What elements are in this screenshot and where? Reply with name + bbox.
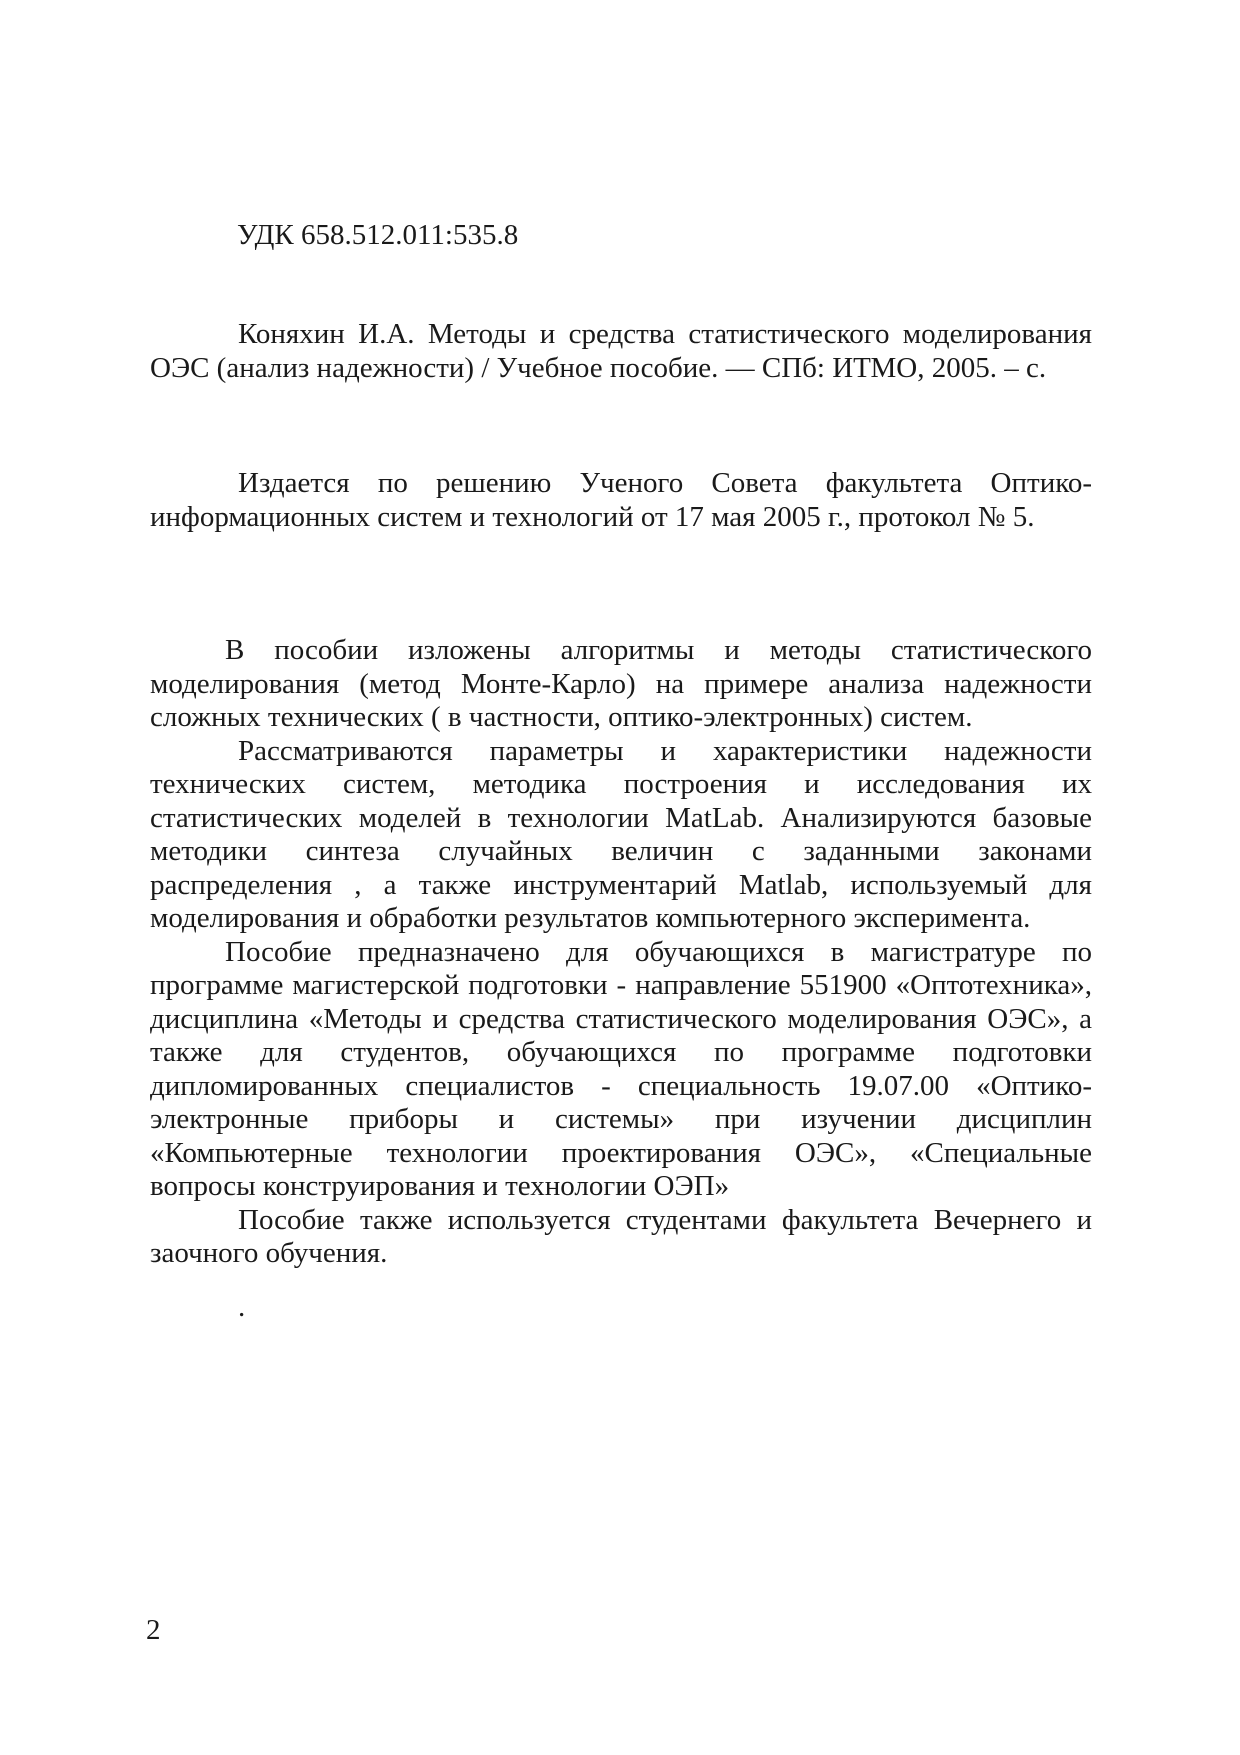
page-number: 2	[146, 1614, 161, 1646]
abstract-paragraph-1: В пособии изложены алгоритмы и методы статистического моделирования (метод Монте-Карло) на примере анализа надежности сложных технических ( в частности, оптико-электронных) систем.	[150, 634, 1092, 733]
abstract-block	[150, 634, 1092, 1271]
approval-text: Издается по решению Ученого Совета факультета Оптико-информационных систем и технологий от 17 мая 2005 г., протокол № 5.	[150, 467, 1092, 533]
stray-mark: .	[238, 1291, 246, 1323]
citation-text: Коняхин И.А. Методы и средства статистического моделирования ОЭС (анализ надежности) / Учебное пособие. — СПб: ИТМО, 2005. – с.	[150, 318, 1092, 384]
approval-block	[150, 467, 1092, 534]
abstract-paragraph-3: Пособие предназначено для обучающихся в магистратуре по программе магистерской подготовки - направление 551900 «Оптотехника», дисциплина «Методы и средства статистического моделирования ОЭС», а также для студентов, обучающихся по программе подготовки дипломированных специалистов - специальность 19.07.00 «Оптико-электронные приборы и системы» при изучении дисциплин «Компьютерные технологии проектирования ОЭС», «Специальные вопросы конструирования и технологии ОЭП»	[150, 935, 1092, 1202]
citation-block	[150, 318, 1092, 385]
udk-code: УДК 658.512.011:535.8	[237, 219, 519, 251]
abstract-paragraph-2: Рассматриваются параметры и характеристики надежности технических систем, методика построения и исследования их статистических моделей в технологии MatLab. Анализируются базовые методики синтеза случайных величин с заданными законами распределения , а также инструментарий Matlab, используемый для моделирования и обработки результатов компьютерного эксперимента.	[150, 734, 1092, 934]
abstract-paragraph-4: Пособие также используется студентами факультета Вечернего и заочного обучения.	[150, 1203, 1092, 1269]
